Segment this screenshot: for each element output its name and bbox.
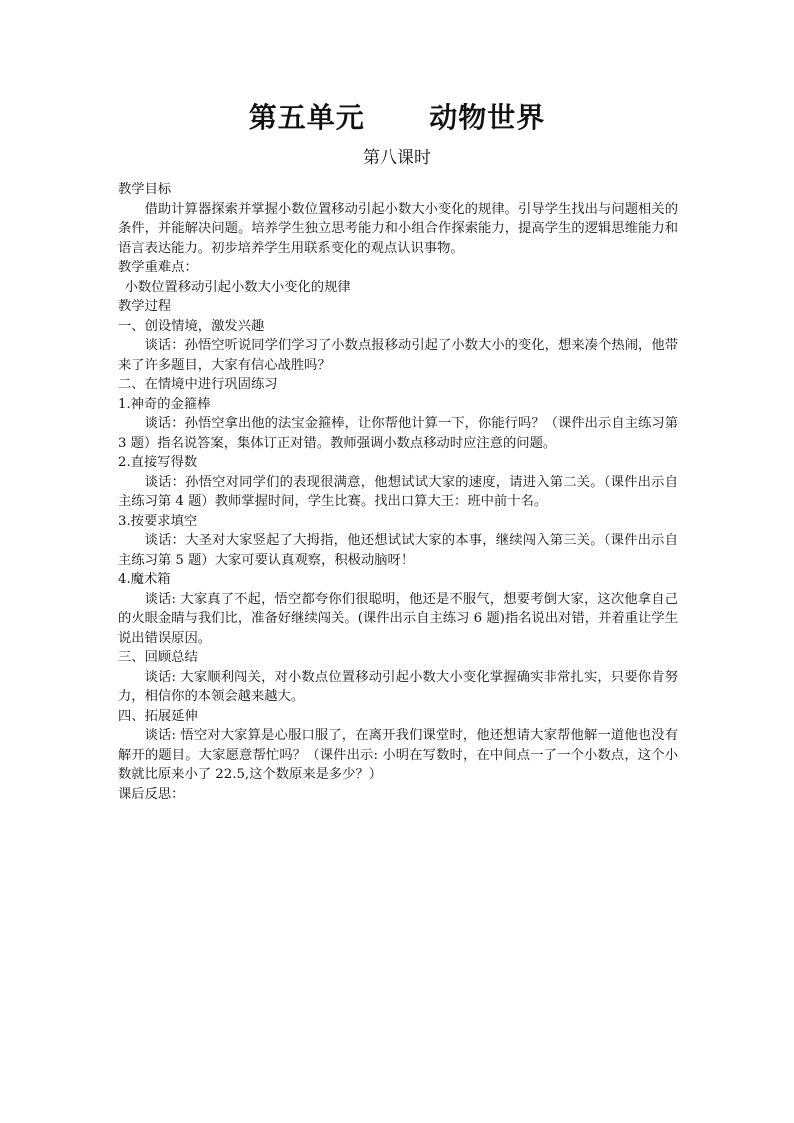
section-heading: 课后反思： (118, 786, 185, 802)
paragraph: 谈话: 悟空对大家算是心服口服了，在离开我们课堂时，他还想请大家帮他解一道他也没有解开的题目。大家愿意帮忙吗？（课件出示: 小明在写数时，在中间点一了一个小数点，这个小数就比原来小了 22.5,这个数原来是多少？） (118, 728, 678, 782)
section-heading: 二、在情境中进行巩固练习 (118, 377, 278, 392)
document-body (118, 180, 678, 804)
paragraph: 谈话：孙悟空听说同学们学习了小数点报移动引起了小数大小的变化，想来凑个热闹，他带来了许多题目，大家有信心战胜吗？ (118, 338, 678, 373)
section-heading: 教学过程 (118, 299, 172, 314)
page-subtitle: 第八课时 (363, 148, 431, 168)
subsection-heading: 3.按要求填空 (118, 513, 198, 529)
subsection-heading: 1.神奇的金箍棒 (118, 396, 211, 412)
page-title: 第五单元 动物世界 (248, 101, 546, 134)
paragraph: 谈话：孙悟空拿出他的法宝金箍棒，让你帮他计算一下，你能行吗？（课件出示自主练习第 3 题）指名说答案，集体订正对错。教师强调小数点移动时应注意的问题。 (118, 416, 678, 451)
section-heading: 教学目标 (118, 182, 172, 197)
paragraph: 谈话: 大家真了不起，悟空都夸你们很聪明，他还是不服气，想要考倒大家，这次他拿自己的火眼金睛与我们比，准备好继续闯关。(课件出示自主练习 6 题)指名说出对错，并着重让学生说出错误原因。 (118, 591, 678, 646)
subsection-heading: 4.魔术箱 (118, 572, 171, 587)
section-heading: 三、回顾总结 (118, 650, 198, 665)
paragraph: 谈话：大圣对大家竖起了大拇指，他还想试试大家的本事，继续闯入第三关。（课件出示自主练习第 5 题）大家可要认真观察，积极动脑呀！ (118, 533, 678, 568)
section-heading: 教学重难点： (118, 260, 198, 275)
subsection-heading: 2.直接写得数 (118, 455, 198, 470)
paragraph: 谈话: 大家顺利闯关，对小数点位置移动引起小数大小变化掌握确实非常扎实，只要你肯努力，相信你的本领会越来越大。 (118, 669, 678, 704)
paragraph: 谈话：孙悟空对同学们的表现很满意，他想试试大家的速度，请进入第二关。（课件出示自主练习第 4 题）教师掌握时间，学生比赛。找出口算大王：班中前十名。 (118, 474, 678, 509)
paragraph: 小数位置移动引起小数大小变化的规律 (124, 279, 351, 295)
paragraph: 借助计算器探索并掌握小数位置移动引起小数大小变化的规律。引导学生找出与问题相关的条件，并能解决问题。培养学生独立思考能力和小组合作探索能力，提高学生的逻辑思维能力和语言表达能力。初步培养学生用联系变化的观点认识事物。 (118, 201, 678, 256)
section-heading: 一、创设情境，激发兴趣 (118, 318, 265, 334)
section-heading: 四、拓展延伸 (118, 708, 198, 724)
